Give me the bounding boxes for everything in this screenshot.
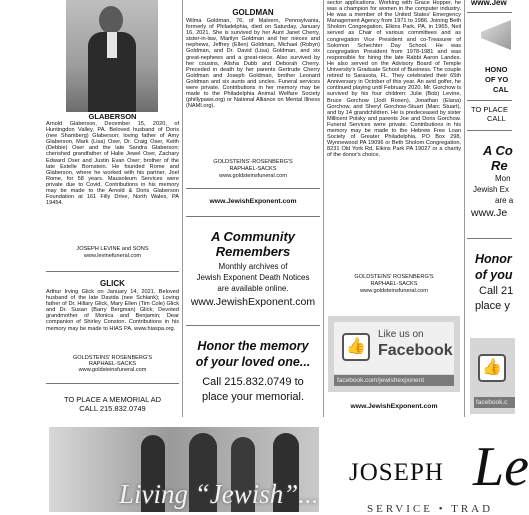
honor-title-line-2: of your loved one... xyxy=(195,355,311,369)
column-rule xyxy=(464,0,465,417)
glick-heading: GLICK xyxy=(100,279,125,288)
gorchow-website: www.goldsteinsfuneral.com xyxy=(360,288,428,294)
banner-brand: JOSEPH xyxy=(349,459,444,486)
divider xyxy=(186,188,320,189)
gorchow-funeral-home-1: GOLDSTEINS' ROSENBERG'S xyxy=(354,274,434,280)
community-sub-1: Monthly archives of xyxy=(218,262,288,271)
banner-photo xyxy=(49,427,319,512)
facebook-url: facebook.com/jewishexponent xyxy=(334,375,454,386)
community-fragment-1: A Co xyxy=(483,143,513,158)
call-fragment: Call 21 xyxy=(479,285,514,297)
photo-caption: GLABERSON xyxy=(88,112,137,121)
honor-call-line-2: place your memorial. xyxy=(201,391,305,403)
exponent-website[interactable]: www.JewishExponent.com xyxy=(209,198,297,205)
glick-obituary-text: Arthur Irving Glick on January 14, 2021. Beloved husband of the late Davida (nee Schlank); Loving father of Dr. Hillary Glick, Mary Ellen (Tim Cole) Glick and Dr. Susan (Barry Bergman) Glick; Devoted grandmother of Monica and Benjamin; Dear companion of Shirley Conston. Contributions in his memory may be made to HIAS PA, www.hiaspa.org. xyxy=(46,289,179,332)
monthly-fragment: Mon xyxy=(495,174,511,183)
community-sub-3: are available online. xyxy=(217,284,289,293)
glaberson-obituary-text: Arnold Glaberson, December 15, 2020, of Huntingdon Valley, PA. Beloved husband of Doris (nee Shamberg) Glaberson; loving father of Amy Glaberson, Mark (Lisa) Oser, Dr. Craig Oser, Keith (Debbie) Oser and the late Sandra Glaberson; cherished grandfather of Halie Jewel Oser, Zachary Edward Oser and Justin Evan Oser; brother of the late Estelle Bornstein. He founded Rome and Glaberson, where he worked with his partner, Joel Rome, for 58 years. Mausoleum Services were private due to Covid. Contributions in his memory may be made to the Arnold & Doris Glaberson Foundation at 161 Filly Drive, North Wales, PA 19454. xyxy=(46,121,179,207)
ad-column-4 xyxy=(467,0,512,417)
honor-italic-fragment-1: Honor xyxy=(475,252,512,266)
community-title-line-1: A Community xyxy=(210,229,296,244)
glaberson-photo xyxy=(66,0,158,112)
goldman-heading: GOLDMAN xyxy=(232,8,274,17)
goldman-funeral-home-2: RAPHAEL-SACKS xyxy=(229,166,277,172)
thumbs-up-icon: 👍 xyxy=(478,354,506,382)
community-title-line-2: Remembers xyxy=(215,244,291,259)
honor-fragment-2: OF YO xyxy=(485,75,509,84)
glaberson-website: www.levinefuneral.com xyxy=(83,253,142,259)
community-sub-2: Jewish Exponent Death Notices xyxy=(196,273,310,282)
glick-funeral-home-2: RAPHAEL-SACKS xyxy=(89,361,136,367)
community-website[interactable]: www.JewishExponent.com xyxy=(190,296,316,308)
honor-call-line-1: Call 215.832.0749 to xyxy=(202,376,304,388)
divider xyxy=(46,271,179,272)
goldman-obituary-text: Wilma Goldman, 76, of Malvern, Pennsylvania, formerly of Philadelphia, died on Saturday, January 16, 2021. She is survived by her Aunt Janet Cherry, sister-in-law, Marilyn Goldman and her nieces and nephews, Jeffrey (Ellen) Goldman, Michael (Robyn) Goldman, and Dr. David (Lisa) Goldman, and six great-nephews and a great-niece. Also survived by her cousins, Alisha Dubb and Deborah Cherry. Preceded in death by her parents Gertrude Cherry Goldman and Joseph Goldman, brother Leonard Goldman and six aunts and uncles. Funeral services were private. Contributions in her memory may be made to the Philadelphia Animal Welfare Society (phillypaws.org) or National Alliance on Mental Illness (NAMI.org). xyxy=(186,18,320,110)
gorchow-funeral-home-2: RAPHAEL-SACKS xyxy=(370,281,418,287)
honor-italic-fragment-2: of you xyxy=(475,268,513,282)
thumbs-up-icon: 👍 xyxy=(342,333,370,361)
glick-website: www.goldsteinsfuneral.com xyxy=(78,367,147,373)
obituary-column-1 xyxy=(46,0,179,417)
column-rule xyxy=(323,0,324,417)
memorial-ad-line-2: CALL 215.832.0749 xyxy=(79,404,146,413)
divider xyxy=(186,325,320,326)
facebook-like-label: Like us on xyxy=(378,329,424,340)
menorah-icon xyxy=(481,20,511,50)
obituary-column-3 xyxy=(327,0,461,417)
column-rule xyxy=(182,0,183,417)
banner-brand-initial: Le xyxy=(473,436,529,498)
facebook-ad[interactable] xyxy=(328,316,460,392)
community-fragment-2: Re xyxy=(491,158,508,173)
facebook-ad-fragment[interactable] xyxy=(470,338,515,414)
website-fragment: www.Je xyxy=(471,207,508,219)
jewish-exponent-fragment: Jewish Ex xyxy=(473,185,510,194)
place-fragment-2: CALL xyxy=(487,114,506,123)
banner-tagline: SERVICE • TRAD xyxy=(367,503,494,515)
goldman-website: www.goldsteinsfuneral.com xyxy=(219,173,287,179)
honor-fragment-1: HONO xyxy=(485,65,508,74)
banner-script-text: Living “Jewish”... xyxy=(119,479,319,509)
are-fragment: are a xyxy=(495,196,514,205)
honor-title-line-1: Honor the memory xyxy=(197,339,309,353)
exponent-website[interactable]: www.JewishExponent.com xyxy=(350,403,438,410)
goldman-funeral-home-1: GOLDSTEINS'-ROSENBERG'S xyxy=(213,159,293,165)
facebook-brand: Facebook xyxy=(378,342,453,359)
levine-banner-ad[interactable] xyxy=(49,427,529,515)
place-your-fragment: place y xyxy=(475,300,510,312)
top-website-fragment: www.Jew xyxy=(471,0,507,7)
obituary-column-2 xyxy=(186,0,320,417)
divider xyxy=(186,216,320,217)
glick-funeral-home-1: GOLDSTEINS' ROSENBERG'S xyxy=(72,355,153,361)
divider xyxy=(46,383,179,384)
memorial-ad-line-1: TO PLACE A MEMORIAL AD xyxy=(63,395,162,404)
gorchow-obituary-continued: sector applications. Working with Grace Hopper, he was a champion for women in the computer industry. He was a member of the United States' Emergency Management Agency from 1971 to 1986. Joining Beth Sholom Congregation, Elkins Park, PA, in 1965, Neil served as Chair of various committees and as congregation Vice President and co-Treasurer of Solomon Schechter Day School. He was congregation President from 1978-1981 and was responsible for hiring the late Rabbi Aaron Landes. He also served on the Advisory Board of Temple University's Graduate School of Business. The couple retired to Sarasota, FL. They celebrated their 65th Anniversary in October of this year. An avid golfer, he continued playing until February 2020. Mr. Gorchow is survived by his four children: Julie (Bob) Levine, Bruce Gorchow (Jodi Rosen), Jonathan (Elana) Gorchow, and Sheryl Gorchow-Stuart (Marc Stuart), and by 14 grandchildren. He is predeceased by sister Millicent Polsky and parents Joe and Doris Gorchow. Funeral Services were private. Contributions in his memory may be made to the Hebrew Free Loan Society of Greater Philadelphia, PO Box 298, Wynnewood PA 19096 or Beth Sholom Congregation, 8231 Old York Rd, Elkins Park PA 19027 or a charity of the donor's choice. xyxy=(327,0,461,159)
facebook-url-fragment: facebook.c xyxy=(474,397,515,408)
honor-fragment-3: CAL xyxy=(493,85,509,94)
place-fragment-1: TO PLACE xyxy=(471,105,508,114)
glaberson-funeral-home: JOSEPH LEVINE and SONS xyxy=(76,246,149,252)
